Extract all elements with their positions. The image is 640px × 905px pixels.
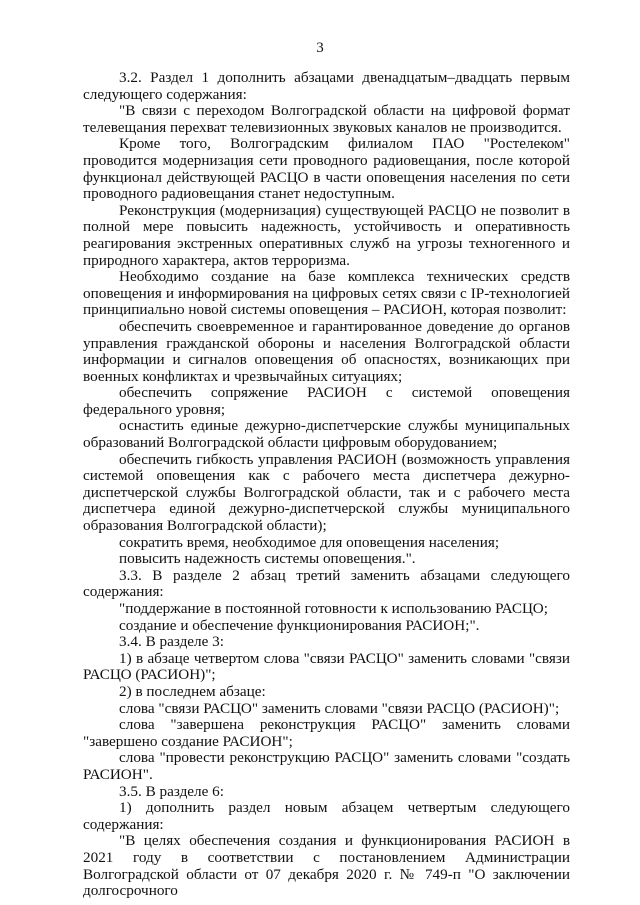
paragraph: 3.4. В разделе 3:	[119, 633, 224, 651]
paragraph: оснастить единые дежурно-диспетчерские службы муниципальных образований Волгоградской области цифровым оборудованием;	[83, 417, 570, 452]
page-number: 3	[316, 40, 324, 56]
paragraph: слова "связи РАСЦО" заменить словами "связи РАСЦО (РАСИОН)";	[119, 699, 560, 717]
paragraph: сократить время, необходимое для оповещения населения;	[119, 533, 500, 551]
paragraph: 1) дополнить раздел новым абзацем четвертым следующего содержания:	[83, 799, 570, 833]
paragraph: 1) в абзаце четвертом слова "связи РАСЦО" заменить словами "связи РАСЦО (РАСИОН)";	[83, 649, 570, 684]
paragraph: создание и обеспечение функционирования РАСИОН;".	[119, 616, 480, 634]
paragraph: Необходимо создание на базе комплекса технических средств оповещения и информирования на цифровых сетях связи с IP-технологией принципиально новой системы оповещения – РАСИОН, которая позволит:	[83, 268, 570, 319]
paragraph: 3.5. В разделе 6:	[119, 782, 224, 800]
paragraph: обеспечить сопряжение РАСИОН с системой оповещения федерального уровня;	[83, 384, 570, 418]
paragraph: 3.3. В разделе 2 абзац третий заменить абзацами следующего содержания:	[83, 566, 570, 601]
paragraph: Реконструкция (модернизация) существующей РАСЦО не позволит в полной мере повысить надежность, устойчивость и оперативность реагирования экстренных оперативных служб на угрозы техногенного и природного характера, актов терроризма.	[83, 201, 570, 269]
paragraph: слова "провести реконструкцию РАСЦО" заменить словами "создать РАСИОН".	[83, 749, 570, 783]
document-body	[83, 70, 570, 900]
paragraph: "В связи с переходом Волгоградской области на цифровой формат телевещания перехват телевизионных звуковых каналов не производится.	[83, 102, 570, 136]
paragraph: обеспечить гибкость управления РАСИОН (возможность управления системой оповещения как с рабочего места диспетчера дежурно-диспетчерской службы Волгоградской области, так и с рабочего места диспетчера единой дежурно-диспетчерской службы муниципального образования Волгоградской области);	[83, 450, 570, 535]
paragraph: 3.2. Раздел 1 дополнить абзацами двенадцатым–двадцать первым следующего содержания:	[83, 69, 570, 103]
paragraph: 2) в последнем абзаце:	[119, 682, 266, 700]
paragraph: Кроме того, Волгоградским филиалом ПАО "Ростелеком" проводится модернизация сети проводного радиовещания, после которой функционал действующей РАСЦО в части оповещения населения по сети проводного радиовещания станет недоступным.	[83, 135, 570, 203]
paragraph: повысить надежность системы оповещения.".	[119, 550, 416, 568]
paragraph: слова "завершена реконструкция РАСЦО" заменить словами "завершено создание РАСИОН";	[83, 716, 570, 750]
paragraph: "поддержание в постоянной готовности к использованию РАСЦО;	[119, 600, 548, 617]
paragraph: "В целях обеспечения создания и функционирования РАСИОН в 2021 году в соответствии с постановлением Администрации Волгоградской области от 07 декабря 2020 г. № 749-п "О заключении долгосрочного	[83, 832, 570, 900]
paragraph: обеспечить своевременное и гарантированное доведение до органов управления гражданской обороны и населения Волгоградской области информации и сигналов оповещения об опасностях, возникающих при военных конфликтах и чрезвычайных ситуациях;	[83, 317, 570, 385]
